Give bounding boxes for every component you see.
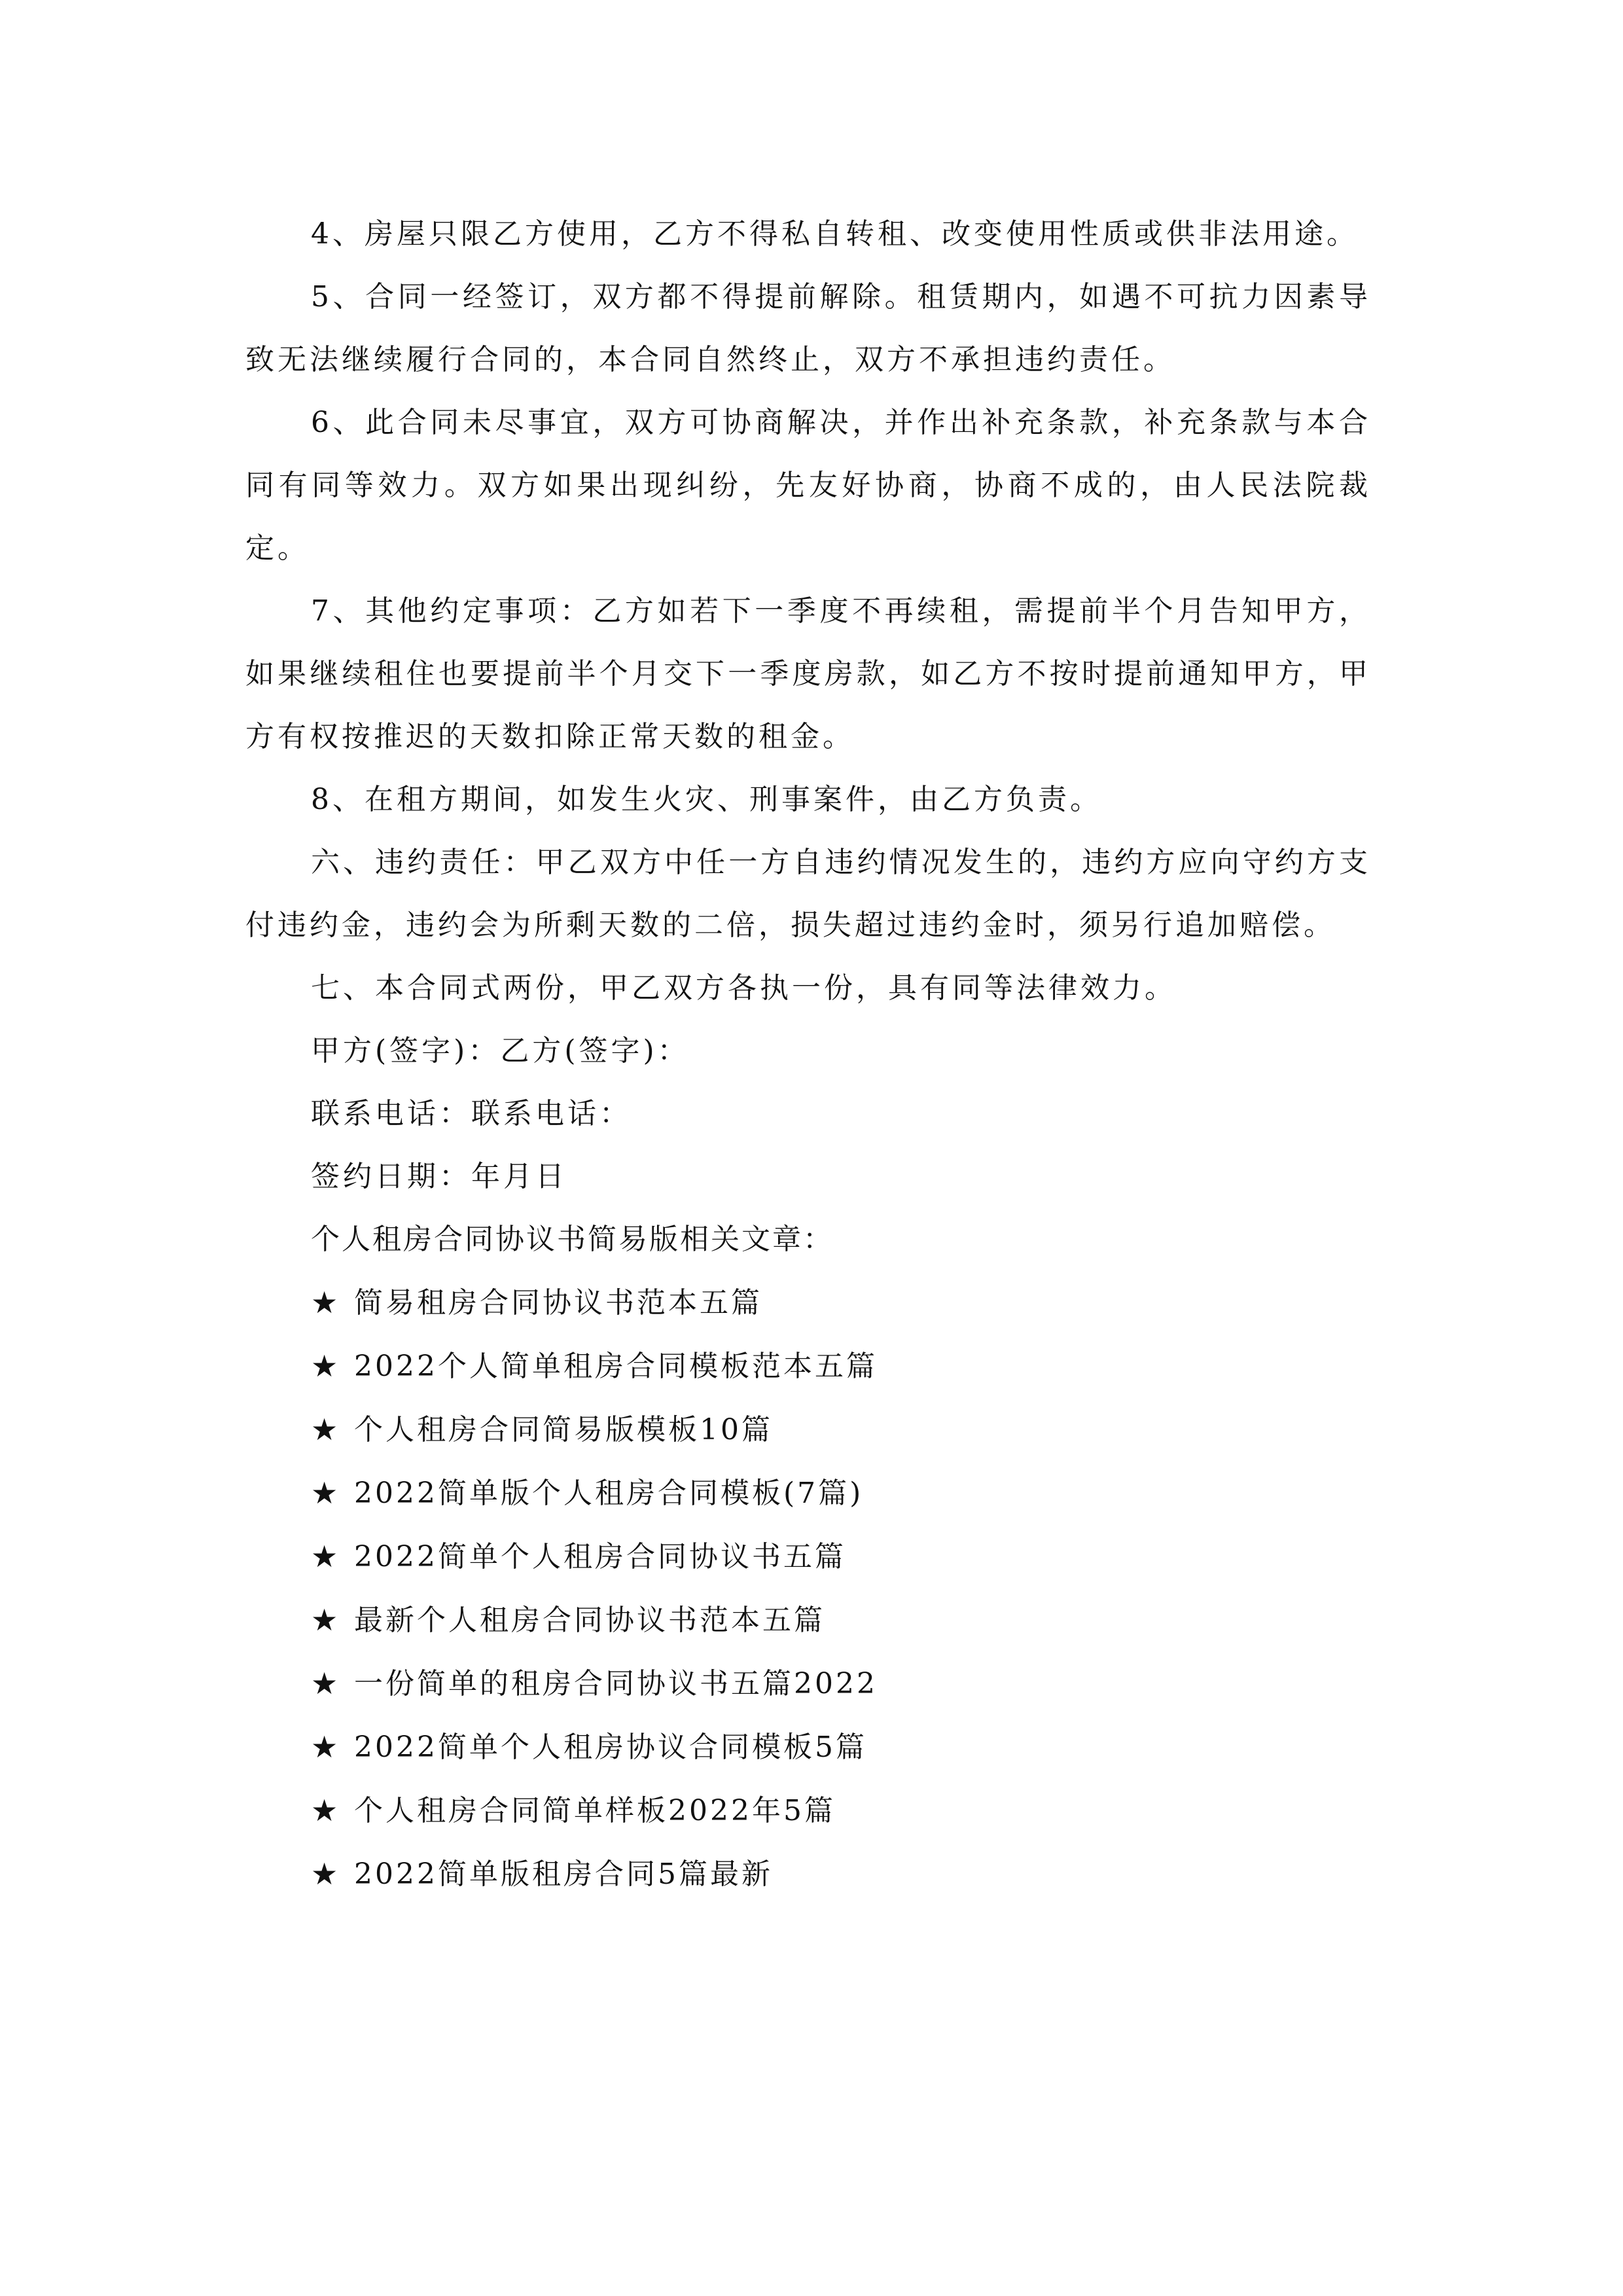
star-icon: ★ [311, 1793, 341, 1828]
related-article-link[interactable] [311, 1779, 1371, 1842]
related-article-title: 一份简单的租房合同协议书五篇2022 [354, 1667, 878, 1700]
contract-body [245, 203, 1371, 1020]
related-article-link[interactable] [311, 1398, 1371, 1462]
related-article-title: 2022个人简单租房合同模板范本五篇 [354, 1350, 878, 1383]
star-icon: ★ [311, 1729, 341, 1765]
star-icon: ★ [311, 1856, 341, 1892]
related-articles-heading: 个人租房合同协议书简易版相关文章： [311, 1223, 834, 1256]
related-article-title: 个人租房合同简单样板2022年5篇 [354, 1794, 836, 1827]
signature-parties: 甲方(签字)：乙方(签字)： [311, 1034, 690, 1067]
document-page [245, 203, 1371, 1906]
signature-phone: 联系电话：联系电话： [311, 1097, 632, 1130]
related-article-link[interactable] [311, 1842, 1371, 1906]
clause-7: 7、其他约定事项：乙方如若下一季度不再续租，需提前半个月告知甲方，如果继续租住也要提前半个月交下一季度房款，如乙方不按时提前通知甲方，甲方有权按推迟的天数扣除正常天数的租金。 [245, 594, 1371, 753]
clause-4: 4、房屋只限乙方使用，乙方不得私自转租、改变使用性质或供非法用途。 [311, 217, 1359, 251]
clause-6: 6、此合同未尽事宜，双方可协商解决，并作出补充条款，补充条款与本合同有同等效力。双方如果出现纠纷，先友好协商，协商不成的，由人民法院裁定。 [245, 406, 1371, 565]
related-article-link[interactable] [311, 1588, 1371, 1652]
signature-date: 签约日期：年月日 [311, 1160, 567, 1193]
star-icon: ★ [311, 1475, 341, 1511]
star-icon: ★ [311, 1539, 341, 1574]
related-article-title: 2022简单版个人租房合同模板(7篇) [354, 1477, 864, 1510]
related-article-link[interactable] [311, 1652, 1371, 1715]
related-articles-list [245, 1271, 1371, 1906]
related-article-title: 2022简单个人租房合同协议书五篇 [354, 1540, 846, 1573]
related-article-title: 个人租房合同简易版模板10篇 [354, 1413, 773, 1446]
section-breach-liability: 六、违约责任：甲乙双方中任一方自违约情况发生的，违约方应向守约方支付违约金，违约会为所剩天数的二倍，损失超过违约金时，须另行追加赔偿。 [245, 846, 1371, 942]
related-article-title: 简易租房合同协议书范本五篇 [354, 1286, 762, 1319]
related-article-title: 2022简单版租房合同5篇最新 [354, 1857, 773, 1891]
related-article-title: 最新个人租房合同协议书范本五篇 [354, 1604, 825, 1637]
star-icon: ★ [311, 1285, 341, 1320]
related-article-link[interactable] [311, 1335, 1371, 1398]
clause-8: 8、在租方期间，如发生火灾、刑事案件，由乙方负责。 [311, 783, 1102, 816]
star-icon: ★ [311, 1602, 341, 1638]
star-icon: ★ [311, 1666, 341, 1701]
related-article-link[interactable] [311, 1525, 1371, 1588]
related-article-link[interactable] [311, 1715, 1371, 1779]
clause-5: 5、合同一经签订，双方都不得提前解除。租赁期内，如遇不可抗力因素导致无法继续履行合同的，本合同自然终止，双方不承担违约责任。 [245, 280, 1371, 376]
signature-block [245, 1020, 1371, 1208]
related-article-title: 2022简单个人租房协议合同模板5篇 [354, 1731, 867, 1764]
star-icon: ★ [311, 1412, 341, 1447]
star-icon: ★ [311, 1348, 341, 1384]
section-copies: 七、本合同式两份，甲乙双方各执一份，具有同等法律效力。 [311, 971, 1177, 1005]
related-article-link[interactable] [311, 1462, 1371, 1525]
related-article-link[interactable] [311, 1271, 1371, 1335]
